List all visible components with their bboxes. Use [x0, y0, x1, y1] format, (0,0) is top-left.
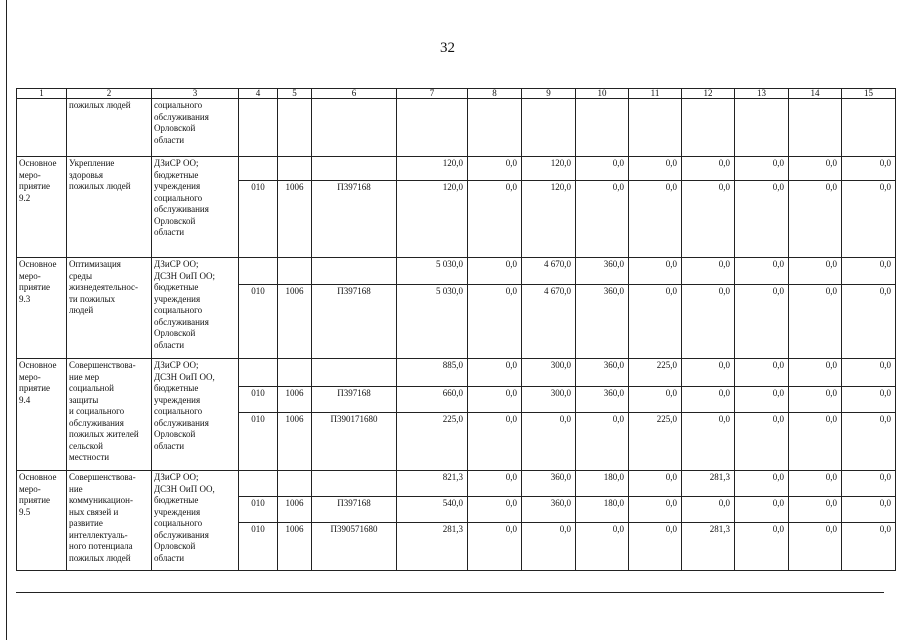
- amount-cell: 0,0: [789, 497, 842, 523]
- amount-cell: 360,0: [576, 387, 629, 413]
- empty-cell: [629, 99, 682, 157]
- amount-cell: 0,0: [789, 413, 842, 471]
- amount-cell: 0,0: [629, 181, 682, 258]
- page-number: 32: [440, 40, 455, 56]
- amount-cell: 281,3: [397, 523, 468, 571]
- kbk-target-cell: П390571680: [312, 523, 397, 571]
- amount-cell: 0,0: [629, 471, 682, 497]
- measure-row: [17, 359, 896, 387]
- amount-cell: 0,0: [842, 359, 896, 387]
- amount-cell: 5 030,0: [397, 258, 468, 285]
- amount-cell: 180,0: [576, 497, 629, 523]
- amount-cell: 0,0: [789, 523, 842, 571]
- kbk-ministry-cell: 010: [239, 413, 278, 471]
- measure-row: [17, 157, 896, 181]
- kbk-target-cell: П390171680: [312, 413, 397, 471]
- amount-cell: 0,0: [468, 359, 522, 387]
- amount-cell: 0,0: [468, 181, 522, 258]
- column-header: 3: [152, 89, 239, 99]
- amount-cell: 0,0: [789, 258, 842, 285]
- amount-cell: 0,0: [735, 471, 789, 497]
- kbk-section-cell: 1006: [278, 181, 312, 258]
- empty-cell: [468, 99, 522, 157]
- amount-cell: 0,0: [789, 157, 842, 181]
- column-header: 15: [842, 89, 896, 99]
- amount-cell: 0,0: [789, 181, 842, 258]
- empty-cell: [522, 99, 576, 157]
- amount-cell: 0,0: [735, 523, 789, 571]
- column-header: 6: [312, 89, 397, 99]
- amount-cell: 0,0: [682, 359, 735, 387]
- executor-cell: ДЗиСР ОО; ДСЗН ОиП ОО, бюджетные учреждения социального обслуживания Орловской области: [152, 359, 239, 471]
- empty-cell: [735, 99, 789, 157]
- amount-cell: 0,0: [629, 523, 682, 571]
- amount-cell: 180,0: [576, 471, 629, 497]
- empty-cell: [682, 99, 735, 157]
- amount-cell: 120,0: [397, 181, 468, 258]
- table-body: [17, 89, 896, 571]
- amount-cell: 0,0: [468, 157, 522, 181]
- kbk-target-cell: П397168: [312, 285, 397, 359]
- amount-cell: 0,0: [682, 387, 735, 413]
- amount-cell: 0,0: [735, 285, 789, 359]
- amount-cell: 0,0: [842, 413, 896, 471]
- amount-cell: 0,0: [576, 157, 629, 181]
- empty-cell: [576, 99, 629, 157]
- kbk-target-cell: [312, 359, 397, 387]
- amount-cell: 0,0: [842, 523, 896, 571]
- measure-label-cell: Основное меро- приятие 9.4: [17, 359, 67, 471]
- amount-cell: 120,0: [522, 181, 576, 258]
- measure-name-cell: пожилых людей: [67, 99, 152, 157]
- kbk-ministry-cell: [239, 258, 278, 285]
- kbk-target-cell: П397168: [312, 387, 397, 413]
- continued-row: [17, 99, 896, 157]
- kbk-ministry-cell: 010: [239, 181, 278, 258]
- amount-cell: 360,0: [522, 497, 576, 523]
- amount-cell: 0,0: [682, 258, 735, 285]
- kbk-ministry-cell: 010: [239, 523, 278, 571]
- amount-cell: 0,0: [842, 471, 896, 497]
- amount-cell: 0,0: [468, 523, 522, 571]
- amount-cell: 0,0: [735, 497, 789, 523]
- empty-cell: [397, 99, 468, 157]
- amount-cell: 0,0: [842, 497, 896, 523]
- amount-cell: 225,0: [629, 413, 682, 471]
- amount-cell: 0,0: [789, 285, 842, 359]
- measure-name-cell: Совершенствова- ние мер социальной защиты и социального обслуживания пожилых жителей сельской местности: [67, 359, 152, 471]
- amount-cell: 0,0: [735, 359, 789, 387]
- amount-cell: 281,3: [682, 471, 735, 497]
- kbk-section-cell: 1006: [278, 413, 312, 471]
- amount-cell: 0,0: [576, 523, 629, 571]
- amount-cell: 300,0: [522, 359, 576, 387]
- executor-cell: социального обслуживания Орловской области: [152, 99, 239, 157]
- executor-cell: ДЗиСР ОО; ДСЗН ОиП ОО, бюджетные учреждения социального обслуживания Орловской области: [152, 471, 239, 571]
- amount-cell: 0,0: [629, 258, 682, 285]
- executor-cell: ДЗиСР ОО; бюджетные учреждения социального обслуживания Орловской области: [152, 157, 239, 258]
- measure-label-cell: Основное меро- приятие 9.3: [17, 258, 67, 359]
- column-header: 1: [17, 89, 67, 99]
- kbk-section-cell: 1006: [278, 523, 312, 571]
- amount-cell: 0,0: [629, 387, 682, 413]
- amount-cell: 660,0: [397, 387, 468, 413]
- amount-cell: 4 670,0: [522, 285, 576, 359]
- amount-cell: 0,0: [735, 258, 789, 285]
- measure-row: [17, 258, 896, 285]
- amount-cell: 0,0: [735, 413, 789, 471]
- empty-cell: [239, 99, 278, 157]
- amount-cell: 0,0: [629, 285, 682, 359]
- amount-cell: 0,0: [735, 387, 789, 413]
- measure-name-cell: Совершенствова- ние коммуникацион- ных связей и развитие интеллектуаль- ного потенциала пожилых людей: [67, 471, 152, 571]
- measure-label-cell: [17, 99, 67, 157]
- executor-cell: ДЗиСР ОО; ДСЗН ОиП ОО; бюджетные учреждения социального обслуживания Орловской области: [152, 258, 239, 359]
- amount-cell: 0,0: [522, 413, 576, 471]
- kbk-ministry-cell: [239, 359, 278, 387]
- kbk-section-cell: 1006: [278, 285, 312, 359]
- column-header: 4: [239, 89, 278, 99]
- amount-cell: 300,0: [522, 387, 576, 413]
- amount-cell: 5 030,0: [397, 285, 468, 359]
- kbk-ministry-cell: 010: [239, 497, 278, 523]
- amount-cell: 0,0: [682, 497, 735, 523]
- kbk-target-cell: [312, 471, 397, 497]
- kbk-section-cell: [278, 157, 312, 181]
- amount-cell: 0,0: [629, 157, 682, 181]
- amount-cell: 0,0: [789, 471, 842, 497]
- kbk-section-cell: [278, 258, 312, 285]
- amount-cell: 225,0: [629, 359, 682, 387]
- kbk-section-cell: 1006: [278, 387, 312, 413]
- page-binding-line: [6, 0, 7, 640]
- kbk-target-cell: П397168: [312, 181, 397, 258]
- column-header: 14: [789, 89, 842, 99]
- column-header: 9: [522, 89, 576, 99]
- kbk-ministry-cell: [239, 471, 278, 497]
- amount-cell: 0,0: [789, 359, 842, 387]
- empty-cell: [312, 99, 397, 157]
- kbk-section-cell: [278, 471, 312, 497]
- amount-cell: 225,0: [397, 413, 468, 471]
- amount-cell: 360,0: [576, 359, 629, 387]
- amount-cell: 0,0: [682, 181, 735, 258]
- amount-cell: 281,3: [682, 523, 735, 571]
- budget-table: [16, 88, 896, 571]
- amount-cell: 885,0: [397, 359, 468, 387]
- amount-cell: 0,0: [468, 471, 522, 497]
- amount-cell: 0,0: [842, 387, 896, 413]
- measure-row: [17, 471, 896, 497]
- measure-label-cell: Основное меро- приятие 9.2: [17, 157, 67, 258]
- empty-cell: [842, 99, 896, 157]
- column-header: 8: [468, 89, 522, 99]
- kbk-ministry-cell: 010: [239, 285, 278, 359]
- measure-name-cell: Оптимизация среды жизнедеятельнос- ти пожилых людей: [67, 258, 152, 359]
- amount-cell: 0,0: [735, 181, 789, 258]
- column-header: 2: [67, 89, 152, 99]
- amount-cell: 0,0: [468, 258, 522, 285]
- kbk-ministry-cell: [239, 157, 278, 181]
- amount-cell: 0,0: [576, 413, 629, 471]
- amount-cell: 0,0: [842, 285, 896, 359]
- amount-cell: 0,0: [842, 157, 896, 181]
- empty-cell: [789, 99, 842, 157]
- amount-cell: 0,0: [789, 387, 842, 413]
- column-header: 12: [682, 89, 735, 99]
- amount-cell: 0,0: [468, 285, 522, 359]
- kbk-target-cell: [312, 157, 397, 181]
- kbk-ministry-cell: 010: [239, 387, 278, 413]
- column-header: 10: [576, 89, 629, 99]
- amount-cell: 0,0: [468, 413, 522, 471]
- kbk-target-cell: П397168: [312, 497, 397, 523]
- column-header: 7: [397, 89, 468, 99]
- amount-cell: 360,0: [522, 471, 576, 497]
- amount-cell: 0,0: [842, 258, 896, 285]
- amount-cell: 0,0: [522, 523, 576, 571]
- amount-cell: 0,0: [576, 181, 629, 258]
- amount-cell: 540,0: [397, 497, 468, 523]
- amount-cell: 0,0: [842, 181, 896, 258]
- amount-cell: 360,0: [576, 258, 629, 285]
- amount-cell: 120,0: [522, 157, 576, 181]
- measure-label-cell: Основное меро- приятие 9.5: [17, 471, 67, 571]
- column-header: 5: [278, 89, 312, 99]
- measure-name-cell: Укрепление здоровья пожилых людей: [67, 157, 152, 258]
- amount-cell: 0,0: [735, 157, 789, 181]
- kbk-section-cell: [278, 359, 312, 387]
- amount-cell: 360,0: [576, 285, 629, 359]
- table-bottom-border: [16, 592, 884, 593]
- amount-cell: 4 670,0: [522, 258, 576, 285]
- header-row: [17, 89, 896, 99]
- amount-cell: 0,0: [682, 157, 735, 181]
- amount-cell: 821,3: [397, 471, 468, 497]
- empty-cell: [278, 99, 312, 157]
- column-header: 11: [629, 89, 682, 99]
- amount-cell: 0,0: [629, 497, 682, 523]
- column-header: 13: [735, 89, 789, 99]
- kbk-section-cell: 1006: [278, 497, 312, 523]
- amount-cell: 120,0: [397, 157, 468, 181]
- amount-cell: 0,0: [468, 497, 522, 523]
- kbk-target-cell: [312, 258, 397, 285]
- amount-cell: 0,0: [468, 387, 522, 413]
- amount-cell: 0,0: [682, 413, 735, 471]
- amount-cell: 0,0: [682, 285, 735, 359]
